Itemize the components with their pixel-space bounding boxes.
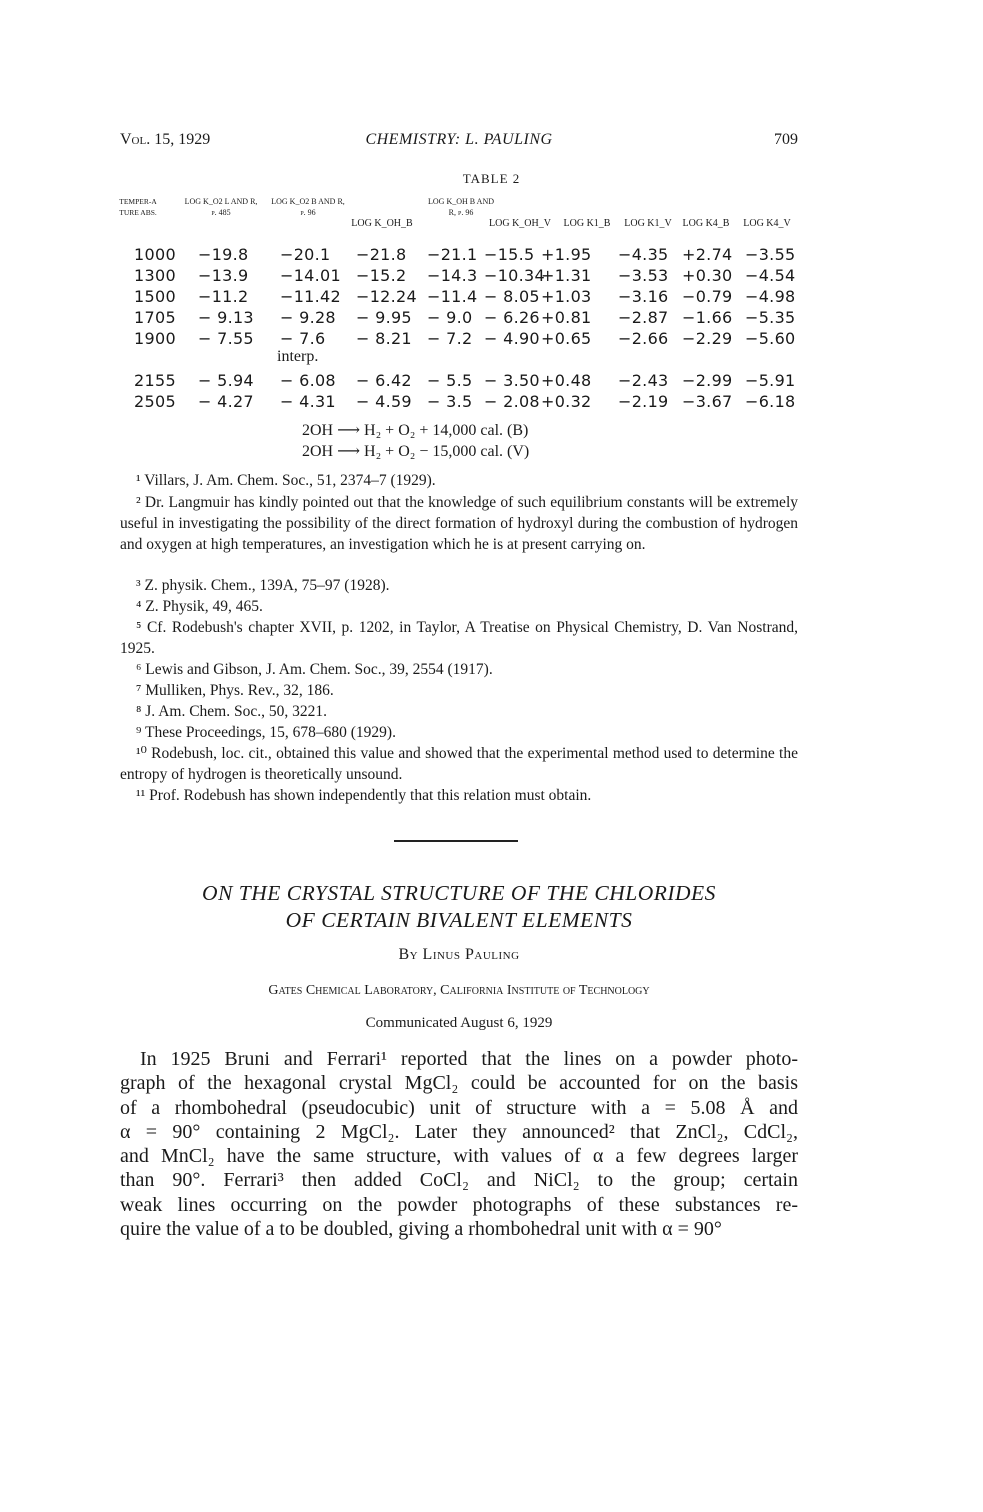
table-cell: −12.24: [356, 287, 418, 306]
table-cell: +0.48: [541, 371, 592, 390]
footnote: ³ Z. physik. Chem., 139A, 75–97 (1928).: [136, 577, 390, 594]
body-line: than 90°. Ferrari³ then added CoCl₂ and NiCl₂ to the group; certain: [120, 1169, 798, 1192]
table-cell: −1.66: [682, 308, 733, 327]
col-header-logko2-lr: [176, 196, 266, 218]
table-cell: − 7.2: [427, 329, 473, 348]
running-title: CHEMISTRY: L. PAULING: [365, 131, 553, 148]
table-cell: −19.8: [198, 245, 249, 264]
table-cell: − 3.50: [484, 371, 540, 390]
col-header-logk4b: [676, 218, 736, 229]
article-title: [120, 880, 798, 934]
equation-v: 2OH ⟶ H₂ + O₂ − 15,000 cal. (V): [302, 443, 530, 460]
footnote: ⁸ J. Am. Chem. Soc., 50, 3221.: [136, 703, 327, 720]
table-cell: −6.18: [745, 392, 796, 411]
table-cell: +1.95: [541, 245, 592, 264]
page-number: 709: [774, 131, 798, 148]
article-title-line-2: OF CERTAIN BIVALENT ELEMENTS: [285, 908, 633, 932]
table-cell: − 7.55: [198, 329, 254, 348]
table-cell: − 5.94: [198, 371, 254, 390]
article-body: [120, 1047, 798, 1241]
footnote: ¹⁰ Rodebush, loc. cit., obtained this value and showed that the experimental method used to determine the entropy of hydrogen is theoretically unsound.: [120, 745, 798, 783]
table-cell: − 7.6: [280, 329, 326, 348]
col-header-label: LOG K1_B: [563, 218, 611, 229]
table-cell: − 4.27: [198, 392, 254, 411]
col-header-label: LOG K4_B: [682, 218, 730, 229]
running-head: [120, 131, 798, 153]
table-cell: −11.2: [198, 287, 249, 306]
section-divider: [394, 840, 518, 842]
table-cell: +1.03: [541, 287, 592, 306]
table-cell: −3.53: [618, 266, 669, 285]
table-cell: −3.55: [745, 245, 796, 264]
table-cell: 1000: [134, 245, 176, 264]
table-cell: − 2.08: [484, 392, 540, 411]
col-header-temperature: [118, 196, 158, 218]
col-header-label: LOG K_O2 B AND R, p. 96: [271, 197, 345, 217]
table-cell: −11.42: [280, 287, 342, 306]
body-line: and MnCl₂ have the same structure, with values of α a few degrees larger: [120, 1145, 798, 1168]
table-cell: +0.81: [541, 308, 592, 327]
body-line: α = 90° containing 2 MgCl₂. Later they announced² that ZnCl₂, CdCl₂,: [120, 1120, 798, 1143]
table-cell: −21.8: [356, 245, 407, 264]
table-cell: − 8.21: [356, 329, 412, 348]
body-line: of a rhombohedral (pseudocubic) unit of structure with a = 5.08 Å and: [120, 1096, 798, 1119]
table-cell: −2.29: [682, 329, 733, 348]
footnote: ⁹ These Proceedings, 15, 678–680 (1929).: [136, 724, 396, 741]
table-cell: −10.34: [484, 266, 546, 285]
table-cell: +0.30: [682, 266, 733, 285]
table-cell: −5.35: [745, 308, 796, 327]
table-cell: −4.98: [745, 287, 796, 306]
col-header-logkoh-br: [422, 196, 500, 218]
table-title: TABLE 2: [462, 171, 521, 186]
table-cell: −2.66: [618, 329, 669, 348]
table-cell: −0.79: [682, 287, 733, 306]
table-cell: 2505: [134, 392, 176, 411]
table-cell: − 3.5: [427, 392, 473, 411]
table-cell: − 4.59: [356, 392, 412, 411]
col-header-label: LOG K1_V: [624, 218, 672, 229]
interp-note: interp.: [277, 348, 319, 365]
communicated-date: Communicated August 6, 1929: [365, 1015, 553, 1031]
table-cell: − 4.90: [484, 329, 540, 348]
table-cell: −4.54: [745, 266, 796, 285]
table-cell: − 6.42: [356, 371, 412, 390]
table-cell: 1300: [134, 266, 176, 285]
footnote: ⁵ Cf. Rodebush's chapter XVII, p. 1202, in Taylor, A Treatise on Physical Chemistry, D. Van Nostrand, 1925.: [120, 619, 798, 657]
col-header-logk1b: [556, 218, 618, 229]
table-cell: − 8.05: [484, 287, 540, 306]
byline: By Linus Pauling: [398, 946, 520, 963]
col-header-label: LOG K_OH_V: [489, 218, 551, 229]
affiliation: Gates Chemical Laboratory, California Institute of Technology: [268, 983, 650, 998]
table-cell: − 6.26: [484, 308, 540, 327]
table-cell: −2.99: [682, 371, 733, 390]
table-cell: +1.31: [541, 266, 592, 285]
table-cell: − 9.0: [427, 308, 473, 327]
table-cell: − 9.28: [280, 308, 336, 327]
table-cell: +0.65: [541, 329, 592, 348]
table-cell: −2.43: [618, 371, 669, 390]
table-cell: − 9.13: [198, 308, 254, 327]
col-header-logkohv: [480, 218, 560, 229]
col-header-logko2-br: [268, 196, 348, 218]
table-cell: 1500: [134, 287, 176, 306]
table-cell: −11.4: [427, 287, 478, 306]
article-title-line-1: ON THE CRYSTAL STRUCTURE OF THE CHLORIDES: [202, 881, 716, 905]
footnote: ⁷ Mulliken, Phys. Rev., 32, 186.: [136, 682, 334, 699]
table-cell: −21.1: [427, 245, 478, 264]
table-cell: −5.60: [745, 329, 796, 348]
table-cell: −15.2: [356, 266, 407, 285]
table-cell: 1900: [134, 329, 176, 348]
table-cell: +0.32: [541, 392, 592, 411]
col-header-label: LOG K_O2 L AND R, p. 485: [184, 197, 258, 217]
table-cell: −3.16: [618, 287, 669, 306]
table-cell: −15.5: [484, 245, 535, 264]
col-header-label: LOG K_OH_B: [351, 218, 413, 229]
col-header-logk4v: [736, 218, 798, 229]
table-cell: 1705: [134, 308, 176, 327]
footnote: ¹¹ Prof. Rodebush has shown independently that this relation must obtain.: [136, 787, 592, 804]
table-cell: −5.91: [745, 371, 796, 390]
table-cell: −3.67: [682, 392, 733, 411]
table-cell: −13.9: [198, 266, 249, 285]
footnote: ⁶ Lewis and Gibson, J. Am. Chem. Soc., 39, 2554 (1917).: [136, 661, 493, 678]
col-header-label: LOG K4_V: [743, 218, 791, 229]
table-cell: − 5.5: [427, 371, 473, 390]
table-cell: −4.35: [618, 245, 669, 264]
body-line: In 1925 Bruni and Ferrari¹ reported that the lines on a powder photo-: [140, 1048, 798, 1070]
table-cell: −2.19: [618, 392, 669, 411]
col-header-label: TEMPER-ATURE ABS.: [119, 197, 157, 217]
table-cell: 2155: [134, 371, 176, 390]
body-line: weak lines occurring on the powder photographs of these substances re-: [120, 1193, 798, 1216]
table-cell: −14.3: [427, 266, 478, 285]
footnote: ² Dr. Langmuir has kindly pointed out that the knowledge of such equilibrium constants will be extremely useful in investigating the possibility of the direct formation of hydroxyl during the combustion of hydrogen and oxygen at high temperatures, an investigation which he is at present carrying on.: [120, 494, 798, 553]
table-cell: −20.1: [280, 245, 331, 264]
table-cell: −2.87: [618, 308, 669, 327]
table-cell: − 6.08: [280, 371, 336, 390]
table-cell: −14.01: [280, 266, 342, 285]
body-line: graph of the hexagonal crystal MgCl₂ could be accounted for on the basis: [120, 1072, 798, 1095]
col-header-logkohb: [340, 218, 424, 229]
body-line: quire the value of a to be doubled, giving a rhombohedral unit with α = 90°: [120, 1218, 722, 1241]
volume-info: Vol. 15, 1929: [120, 131, 211, 148]
col-header-logk1v: [618, 218, 678, 229]
footnote: ¹ Villars, J. Am. Chem. Soc., 51, 2374–7 (1929).: [136, 472, 436, 489]
footnote: ⁴ Z. Physik, 49, 465.: [136, 598, 263, 615]
table-cell: − 9.95: [356, 308, 412, 327]
table-cell: − 4.31: [280, 392, 336, 411]
table-cell: +2.74: [682, 245, 733, 264]
col-header-label: LOG K_OH B AND R, p. 96: [428, 197, 494, 217]
equation-b: 2OH ⟶ H₂ + O₂ + 14,000 cal. (B): [302, 422, 529, 439]
